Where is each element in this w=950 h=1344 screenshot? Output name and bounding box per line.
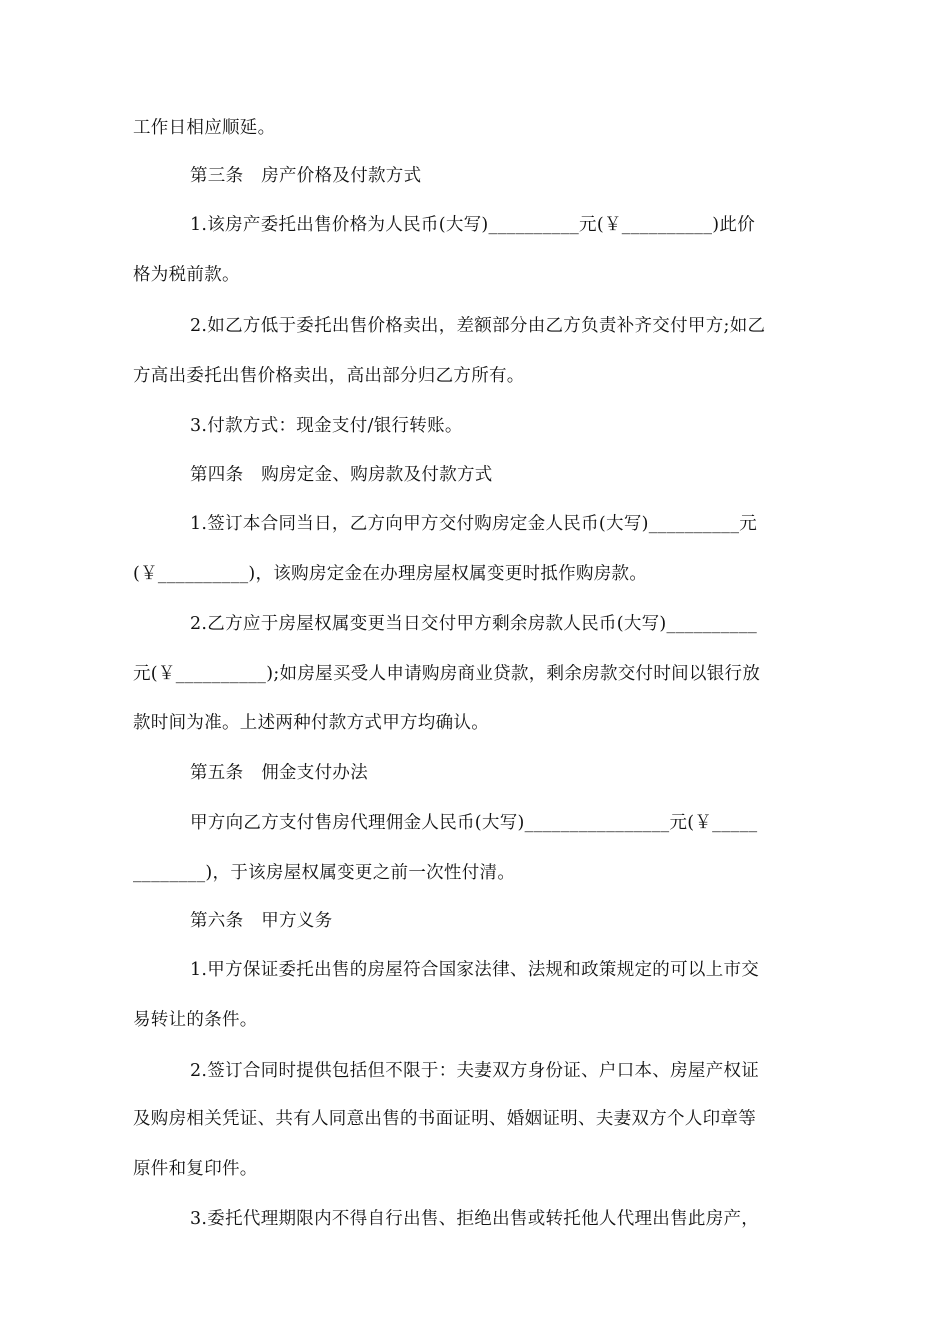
text-line: 3.委托代理期限内不得自行出售、拒绝出售或转托他人代理出售此房产，	[190, 1209, 760, 1229]
article-heading: 第六条 甲方义务	[190, 911, 333, 931]
article-heading: 第五条 佣金支付办法	[190, 763, 368, 783]
article-heading: 第三条 房产价格及付款方式	[190, 166, 422, 186]
text-line: 1.甲方保证委托出售的房屋符合国家法律、法规和政策规定的可以上市交	[190, 960, 760, 980]
text-line: 方高出委托出售价格卖出，高出部分归乙方所有。	[133, 366, 525, 386]
text-line: ________)，于该房屋权属变更之前一次性付清。	[133, 863, 516, 883]
text-line: 2.如乙方低于委托出售价格卖出，差额部分由乙方负责补齐交付甲方;如乙	[190, 316, 766, 336]
text-line: 易转让的条件。	[133, 1010, 258, 1030]
text-line: 1.该房产委托出售价格为人民币(大写)__________元(￥__________)此价	[190, 215, 756, 235]
text-line: 工作日相应顺延。	[133, 118, 276, 138]
text-line: 1.签订本合同当日，乙方向甲方交付购房定金人民币(大写)__________元	[190, 514, 758, 534]
text-line: (￥__________)，该购房定金在办理房屋权属变更时抵作购房款。	[133, 564, 648, 584]
text-line: 2.乙方应于房屋权属变更当日交付甲方剩余房款人民币(大写)__________	[190, 614, 758, 634]
text-line: 3.付款方式：现金支付/银行转账。	[190, 416, 463, 436]
text-line: 及购房相关凭证、共有人同意出售的书面证明、婚姻证明、夫妻双方个人印章等	[133, 1109, 756, 1129]
text-line: 元(￥__________);如房屋买受人申请购房商业贷款，剩余房款交付时间以银行放	[133, 664, 761, 684]
text-line: 原件和复印件。	[133, 1159, 258, 1179]
text-line: 款时间为准。上述两种付款方式甲方均确认。	[133, 713, 489, 733]
article-heading: 第四条 购房定金、购房款及付款方式	[190, 465, 493, 485]
text-line: 甲方向乙方支付售房代理佣金人民币(大写)________________元(￥_____	[190, 813, 758, 833]
text-line: 格为税前款。	[133, 265, 240, 285]
text-line: 2.签订合同时提供包括但不限于：夫妻双方身份证、户口本、房屋产权证	[190, 1061, 760, 1081]
